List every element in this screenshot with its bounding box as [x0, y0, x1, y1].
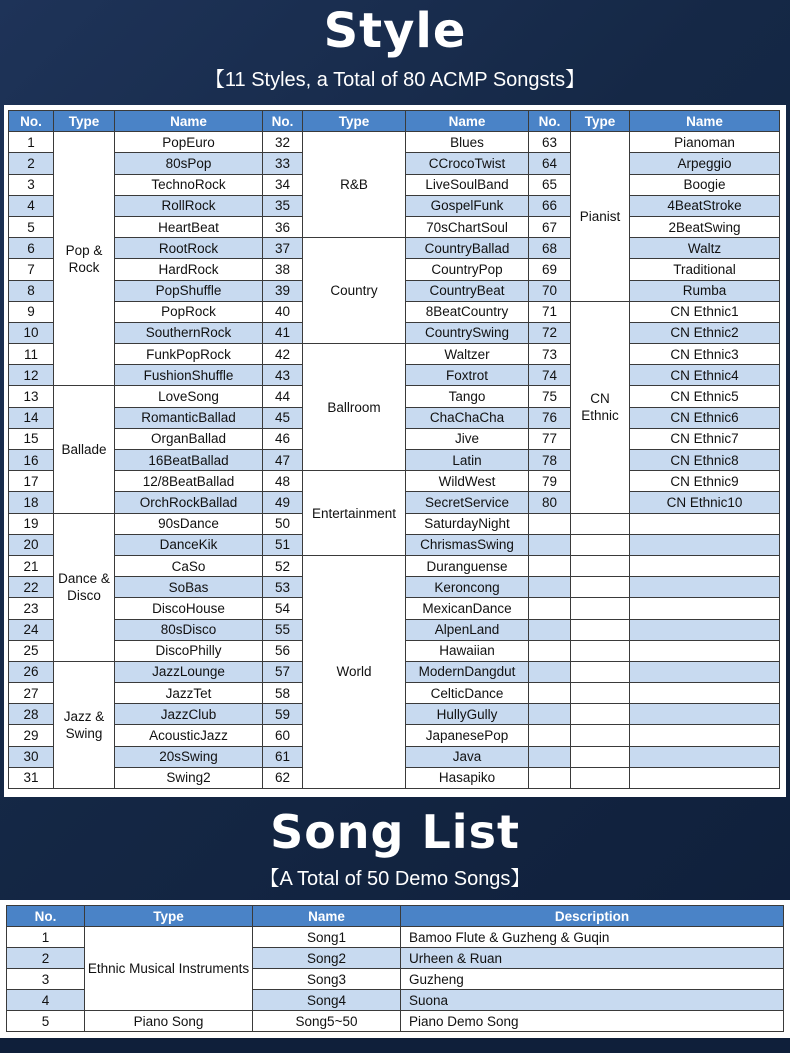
style-name: DiscoHouse — [115, 598, 263, 619]
style-name — [630, 767, 780, 788]
style-name: HullyGully — [406, 704, 529, 725]
song-table-body — [7, 927, 784, 1032]
header-type: Type — [54, 111, 115, 132]
style-number: 5 — [9, 216, 54, 237]
style-type — [571, 661, 630, 682]
style-number: 29 — [9, 725, 54, 746]
style-name — [630, 534, 780, 555]
style-number: 65 — [529, 174, 571, 195]
style-number: 18 — [9, 492, 54, 513]
style-number: 73 — [529, 344, 571, 365]
style-number: 57 — [263, 661, 303, 682]
style-number: 34 — [263, 174, 303, 195]
style-name: Keroncong — [406, 577, 529, 598]
style-name: Blues — [406, 132, 529, 153]
song-name: Song3 — [253, 969, 401, 990]
style-number: 15 — [9, 428, 54, 449]
style-number: 56 — [263, 640, 303, 661]
style-number: 22 — [9, 577, 54, 598]
style-type — [571, 534, 630, 555]
style-type: World — [303, 555, 406, 788]
style-type: Jazz & Swing — [54, 661, 115, 788]
style-name: ModernDangdut — [406, 661, 529, 682]
style-number: 2 — [9, 153, 54, 174]
style-type: Pianist — [571, 132, 630, 302]
style-name: CN Ethnic6 — [630, 407, 780, 428]
song-number: 3 — [7, 969, 85, 990]
style-number: 76 — [529, 407, 571, 428]
style-number: 59 — [263, 704, 303, 725]
song-table — [6, 905, 784, 1032]
style-number — [529, 598, 571, 619]
style-name: FushionShuffle — [115, 365, 263, 386]
style-type — [571, 725, 630, 746]
style-number — [529, 555, 571, 576]
style-name: Pianoman — [630, 132, 780, 153]
style-name: LoveSong — [115, 386, 263, 407]
song-name: Song5~50 — [253, 1011, 401, 1032]
style-number: 19 — [9, 513, 54, 534]
style-name: Boogie — [630, 174, 780, 195]
style-table-body — [9, 132, 780, 789]
song-description: Guzheng — [401, 969, 784, 990]
style-name: TechnoRock — [115, 174, 263, 195]
style-name: JazzClub — [115, 704, 263, 725]
style-number: 27 — [9, 683, 54, 704]
style-type: R&B — [303, 132, 406, 238]
style-number: 70 — [529, 280, 571, 301]
style-number: 51 — [263, 534, 303, 555]
style-number: 61 — [263, 746, 303, 767]
style-row — [9, 344, 780, 365]
header-name: Name — [115, 111, 263, 132]
style-number: 63 — [529, 132, 571, 153]
style-type — [571, 704, 630, 725]
style-number: 68 — [529, 238, 571, 259]
style-name: DanceKik — [115, 534, 263, 555]
style-name: Swing2 — [115, 767, 263, 788]
song-description: Bamoo Flute & Guzheng & Guqin — [401, 927, 784, 948]
style-name: Jive — [406, 428, 529, 449]
style-name: CountryBallad — [406, 238, 529, 259]
style-number: 45 — [263, 407, 303, 428]
style-number: 23 — [9, 598, 54, 619]
style-name: HeartBeat — [115, 216, 263, 237]
song-name: Song4 — [253, 990, 401, 1011]
style-number: 60 — [263, 725, 303, 746]
style-name: HardRock — [115, 259, 263, 280]
style-number: 17 — [9, 471, 54, 492]
song-header-row — [7, 906, 784, 927]
style-number: 33 — [263, 153, 303, 174]
style-number: 24 — [9, 619, 54, 640]
style-name: PopRock — [115, 301, 263, 322]
style-name: Hasapiko — [406, 767, 529, 788]
header-no: No. — [9, 111, 54, 132]
style-type — [571, 619, 630, 640]
style-name — [630, 619, 780, 640]
header-type: Type — [85, 906, 253, 927]
style-number: 78 — [529, 450, 571, 471]
style-number — [529, 746, 571, 767]
style-number: 62 — [263, 767, 303, 788]
style-name: MexicanDance — [406, 598, 529, 619]
style-number: 28 — [9, 704, 54, 725]
style-name: CelticDance — [406, 683, 529, 704]
style-number — [529, 661, 571, 682]
style-title: Style — [323, 3, 467, 59]
style-name: Java — [406, 746, 529, 767]
style-number: 69 — [529, 259, 571, 280]
style-name: FunkPopRock — [115, 344, 263, 365]
style-name: 2BeatSwing — [630, 216, 780, 237]
style-number: 35 — [263, 195, 303, 216]
style-number: 13 — [9, 386, 54, 407]
style-name — [630, 661, 780, 682]
bottom-strip — [0, 1038, 790, 1053]
style-name — [630, 598, 780, 619]
song-description: Suona — [401, 990, 784, 1011]
style-number — [529, 704, 571, 725]
header-name: Name — [406, 111, 529, 132]
style-number: 31 — [9, 767, 54, 788]
style-header-row — [9, 111, 780, 132]
style-name: CN Ethnic9 — [630, 471, 780, 492]
style-number — [529, 683, 571, 704]
style-row — [9, 555, 780, 576]
style-number: 42 — [263, 344, 303, 365]
style-name: GospelFunk — [406, 195, 529, 216]
style-number: 38 — [263, 259, 303, 280]
style-name: 4BeatStroke — [630, 195, 780, 216]
style-number — [529, 619, 571, 640]
style-name: CCrocoTwist — [406, 153, 529, 174]
style-type — [571, 746, 630, 767]
style-name: RootRock — [115, 238, 263, 259]
style-name: CN Ethnic8 — [630, 450, 780, 471]
style-name — [630, 725, 780, 746]
style-number: 64 — [529, 153, 571, 174]
style-number: 44 — [263, 386, 303, 407]
style-name: PopShuffle — [115, 280, 263, 301]
style-name: LiveSoulBand — [406, 174, 529, 195]
style-type — [571, 683, 630, 704]
style-type — [571, 555, 630, 576]
header-no: No. — [529, 111, 571, 132]
style-number: 20 — [9, 534, 54, 555]
style-number — [529, 767, 571, 788]
style-number: 43 — [263, 365, 303, 386]
style-number: 40 — [263, 301, 303, 322]
style-number: 71 — [529, 301, 571, 322]
style-name — [630, 640, 780, 661]
style-number: 77 — [529, 428, 571, 449]
style-type — [571, 767, 630, 788]
style-table — [8, 110, 780, 789]
style-name: 90sDance — [115, 513, 263, 534]
song-list-subtitle: 【A Total of 50 Demo Songs】 — [259, 868, 531, 890]
style-name: Foxtrot — [406, 365, 529, 386]
style-name: Rumba — [630, 280, 780, 301]
style-name: OrganBallad — [115, 428, 263, 449]
header-type: Type — [571, 111, 630, 132]
style-name: OrchRockBallad — [115, 492, 263, 513]
song-name: Song1 — [253, 927, 401, 948]
style-number: 8 — [9, 280, 54, 301]
style-number: 49 — [263, 492, 303, 513]
style-name: Latin — [406, 450, 529, 471]
style-name: CN Ethnic1 — [630, 301, 780, 322]
style-name: JazzLounge — [115, 661, 263, 682]
style-type: Ballade — [54, 386, 115, 513]
style-number: 74 — [529, 365, 571, 386]
style-type — [571, 513, 630, 534]
song-name: Song2 — [253, 948, 401, 969]
style-name: AlpenLand — [406, 619, 529, 640]
style-number: 52 — [263, 555, 303, 576]
style-name: Hawaiian — [406, 640, 529, 661]
style-name: JapanesePop — [406, 725, 529, 746]
style-name: 8BeatCountry — [406, 301, 529, 322]
style-number: 58 — [263, 683, 303, 704]
style-number: 16 — [9, 450, 54, 471]
style-name: DiscoPhilly — [115, 640, 263, 661]
style-number: 75 — [529, 386, 571, 407]
style-number: 48 — [263, 471, 303, 492]
style-number: 7 — [9, 259, 54, 280]
style-name: 80sPop — [115, 153, 263, 174]
style-name: Waltz — [630, 238, 780, 259]
style-name: CN Ethnic3 — [630, 344, 780, 365]
style-name: CN Ethnic7 — [630, 428, 780, 449]
header-no: No. — [7, 906, 85, 927]
style-name: 12/8BeatBallad — [115, 471, 263, 492]
style-number: 47 — [263, 450, 303, 471]
style-name: Waltzer — [406, 344, 529, 365]
style-name — [630, 704, 780, 725]
style-name: CN Ethnic4 — [630, 365, 780, 386]
style-number: 80 — [529, 492, 571, 513]
style-number: 9 — [9, 301, 54, 322]
style-subtitle: 【11 Styles, a Total of 80 ACMP Songsts】 — [204, 69, 586, 91]
style-name: RollRock — [115, 195, 263, 216]
song-type: Ethnic Musical Instruments — [85, 927, 253, 1011]
song-description: Urheen & Ruan — [401, 948, 784, 969]
style-row — [9, 132, 780, 153]
style-number: 6 — [9, 238, 54, 259]
style-type: Entertainment — [303, 471, 406, 556]
style-name: JazzTet — [115, 683, 263, 704]
style-number: 3 — [9, 174, 54, 195]
style-number: 12 — [9, 365, 54, 386]
header-name: Name — [630, 111, 780, 132]
style-name: RomanticBallad — [115, 407, 263, 428]
style-number: 79 — [529, 471, 571, 492]
style-row — [9, 238, 780, 259]
style-name: AcousticJazz — [115, 725, 263, 746]
style-number: 10 — [9, 322, 54, 343]
style-number: 53 — [263, 577, 303, 598]
style-name — [630, 577, 780, 598]
style-name: CountryPop — [406, 259, 529, 280]
style-name: Duranguense — [406, 555, 529, 576]
style-type: Country — [303, 238, 406, 344]
style-name: SaturdayNight — [406, 513, 529, 534]
style-number: 39 — [263, 280, 303, 301]
style-name: Traditional — [630, 259, 780, 280]
style-number: 26 — [9, 661, 54, 682]
style-name: SouthernRock — [115, 322, 263, 343]
style-name — [630, 555, 780, 576]
style-type — [571, 640, 630, 661]
style-number: 66 — [529, 195, 571, 216]
style-number — [529, 577, 571, 598]
style-number: 46 — [263, 428, 303, 449]
song-number: 4 — [7, 990, 85, 1011]
style-number: 14 — [9, 407, 54, 428]
style-name: ChaChaCha — [406, 407, 529, 428]
style-name: Arpeggio — [630, 153, 780, 174]
style-number: 30 — [9, 746, 54, 767]
style-type — [571, 598, 630, 619]
style-name: 20sSwing — [115, 746, 263, 767]
style-name: PopEuro — [115, 132, 263, 153]
style-number: 41 — [263, 322, 303, 343]
header-description: Description — [401, 906, 784, 927]
song-number: 5 — [7, 1011, 85, 1032]
style-name: SoBas — [115, 577, 263, 598]
song-type: Piano Song — [85, 1011, 253, 1032]
style-type: Pop & Rock — [54, 132, 115, 386]
style-type: CN Ethnic — [571, 301, 630, 513]
style-number: 54 — [263, 598, 303, 619]
style-number: 25 — [9, 640, 54, 661]
style-type: Ballroom — [303, 344, 406, 471]
style-name: 16BeatBallad — [115, 450, 263, 471]
style-number — [529, 513, 571, 534]
style-number — [529, 534, 571, 555]
style-name: Tango — [406, 386, 529, 407]
style-name: CN Ethnic2 — [630, 322, 780, 343]
style-row — [9, 471, 780, 492]
style-number — [529, 725, 571, 746]
style-type — [571, 577, 630, 598]
song-description: Piano Demo Song — [401, 1011, 784, 1032]
style-name — [630, 513, 780, 534]
song-row — [7, 927, 784, 948]
style-name: 70sChartSoul — [406, 216, 529, 237]
style-number: 50 — [263, 513, 303, 534]
song-number: 1 — [7, 927, 85, 948]
header-name: Name — [253, 906, 401, 927]
header-no: No. — [263, 111, 303, 132]
style-name: SecretService — [406, 492, 529, 513]
style-name: CN Ethnic10 — [630, 492, 780, 513]
style-number: 55 — [263, 619, 303, 640]
song-number: 2 — [7, 948, 85, 969]
header-type: Type — [303, 111, 406, 132]
song-list-title: Song List — [270, 805, 520, 859]
style-name — [630, 746, 780, 767]
style-number — [529, 640, 571, 661]
style-name: CN Ethnic5 — [630, 386, 780, 407]
style-name: WildWest — [406, 471, 529, 492]
style-name: CountrySwing — [406, 322, 529, 343]
style-number: 67 — [529, 216, 571, 237]
style-name — [630, 683, 780, 704]
style-number: 21 — [9, 555, 54, 576]
style-type: Dance & Disco — [54, 513, 115, 661]
style-number: 36 — [263, 216, 303, 237]
style-name: ChrismasSwing — [406, 534, 529, 555]
style-number: 32 — [263, 132, 303, 153]
song-row — [7, 1011, 784, 1032]
style-number: 1 — [9, 132, 54, 153]
style-number: 37 — [263, 238, 303, 259]
style-name: CaSo — [115, 555, 263, 576]
style-number: 72 — [529, 322, 571, 343]
style-number: 11 — [9, 344, 54, 365]
style-name: CountryBeat — [406, 280, 529, 301]
style-name: 80sDisco — [115, 619, 263, 640]
style-number: 4 — [9, 195, 54, 216]
